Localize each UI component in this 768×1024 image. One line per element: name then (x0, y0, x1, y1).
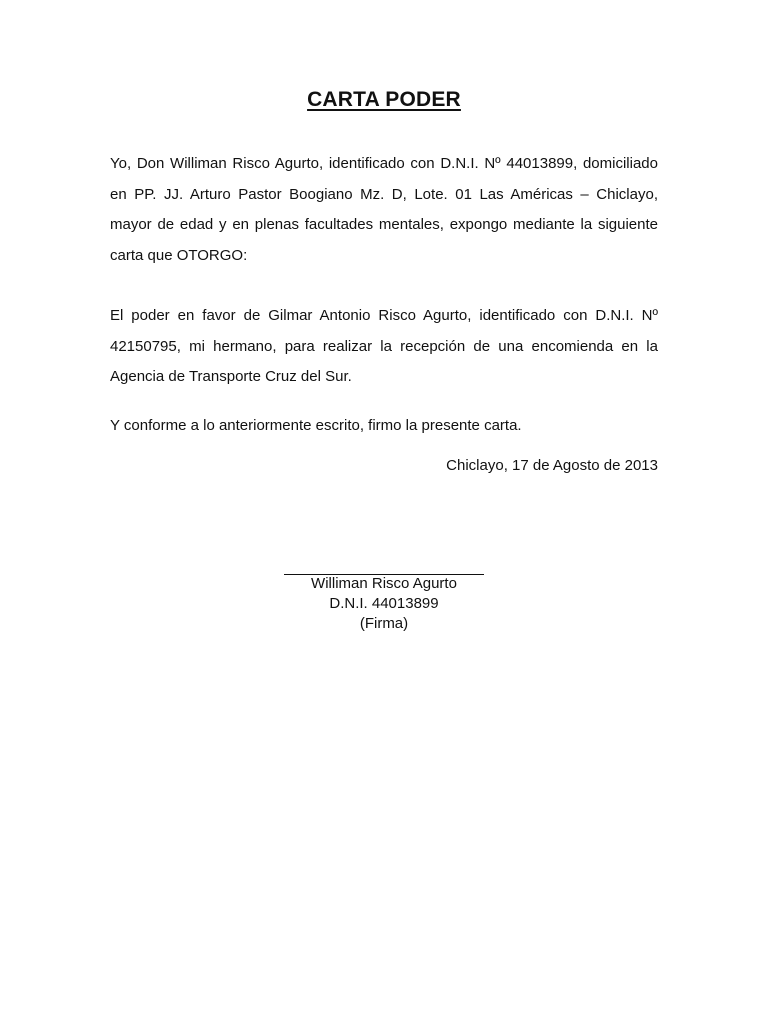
signature-label: (Firma) (359, 615, 409, 632)
date-line: Chiclayo, 17 de Agosto de 2013 (446, 457, 658, 474)
paragraph-closing: Y conforme a lo anteriormente escrito, firmo la presente carta. (110, 417, 522, 434)
signer-id: D.N.I. 44013899 (329, 595, 439, 612)
paragraph-declaration: Yo, Don Williman Risco Agurto, identificado con D.N.I. Nº 44013899, domiciliado en PP. JJ. Arturo Pastor Boogiano Mz. D, Lote. 01 Las Américas – Chiclayo, mayor de edad y en plenas facultades mentales, expongo mediante la siguiente carta que OTORGO: (110, 155, 658, 264)
page-title: CARTA PODER (307, 88, 461, 111)
signer-name: Williman Risco Agurto (311, 575, 457, 592)
signature-line-area (0, 554, 768, 574)
signature-line (284, 574, 484, 575)
signature-block (0, 554, 768, 634)
paragraph-grant: El poder en favor de Gilmar Antonio Risco Agurto, identificado con D.N.I. Nº 42150795, mi hermano, para realizar la recepción de una encomienda en la Agencia de Transporte Cruz del Sur. (110, 307, 658, 385)
